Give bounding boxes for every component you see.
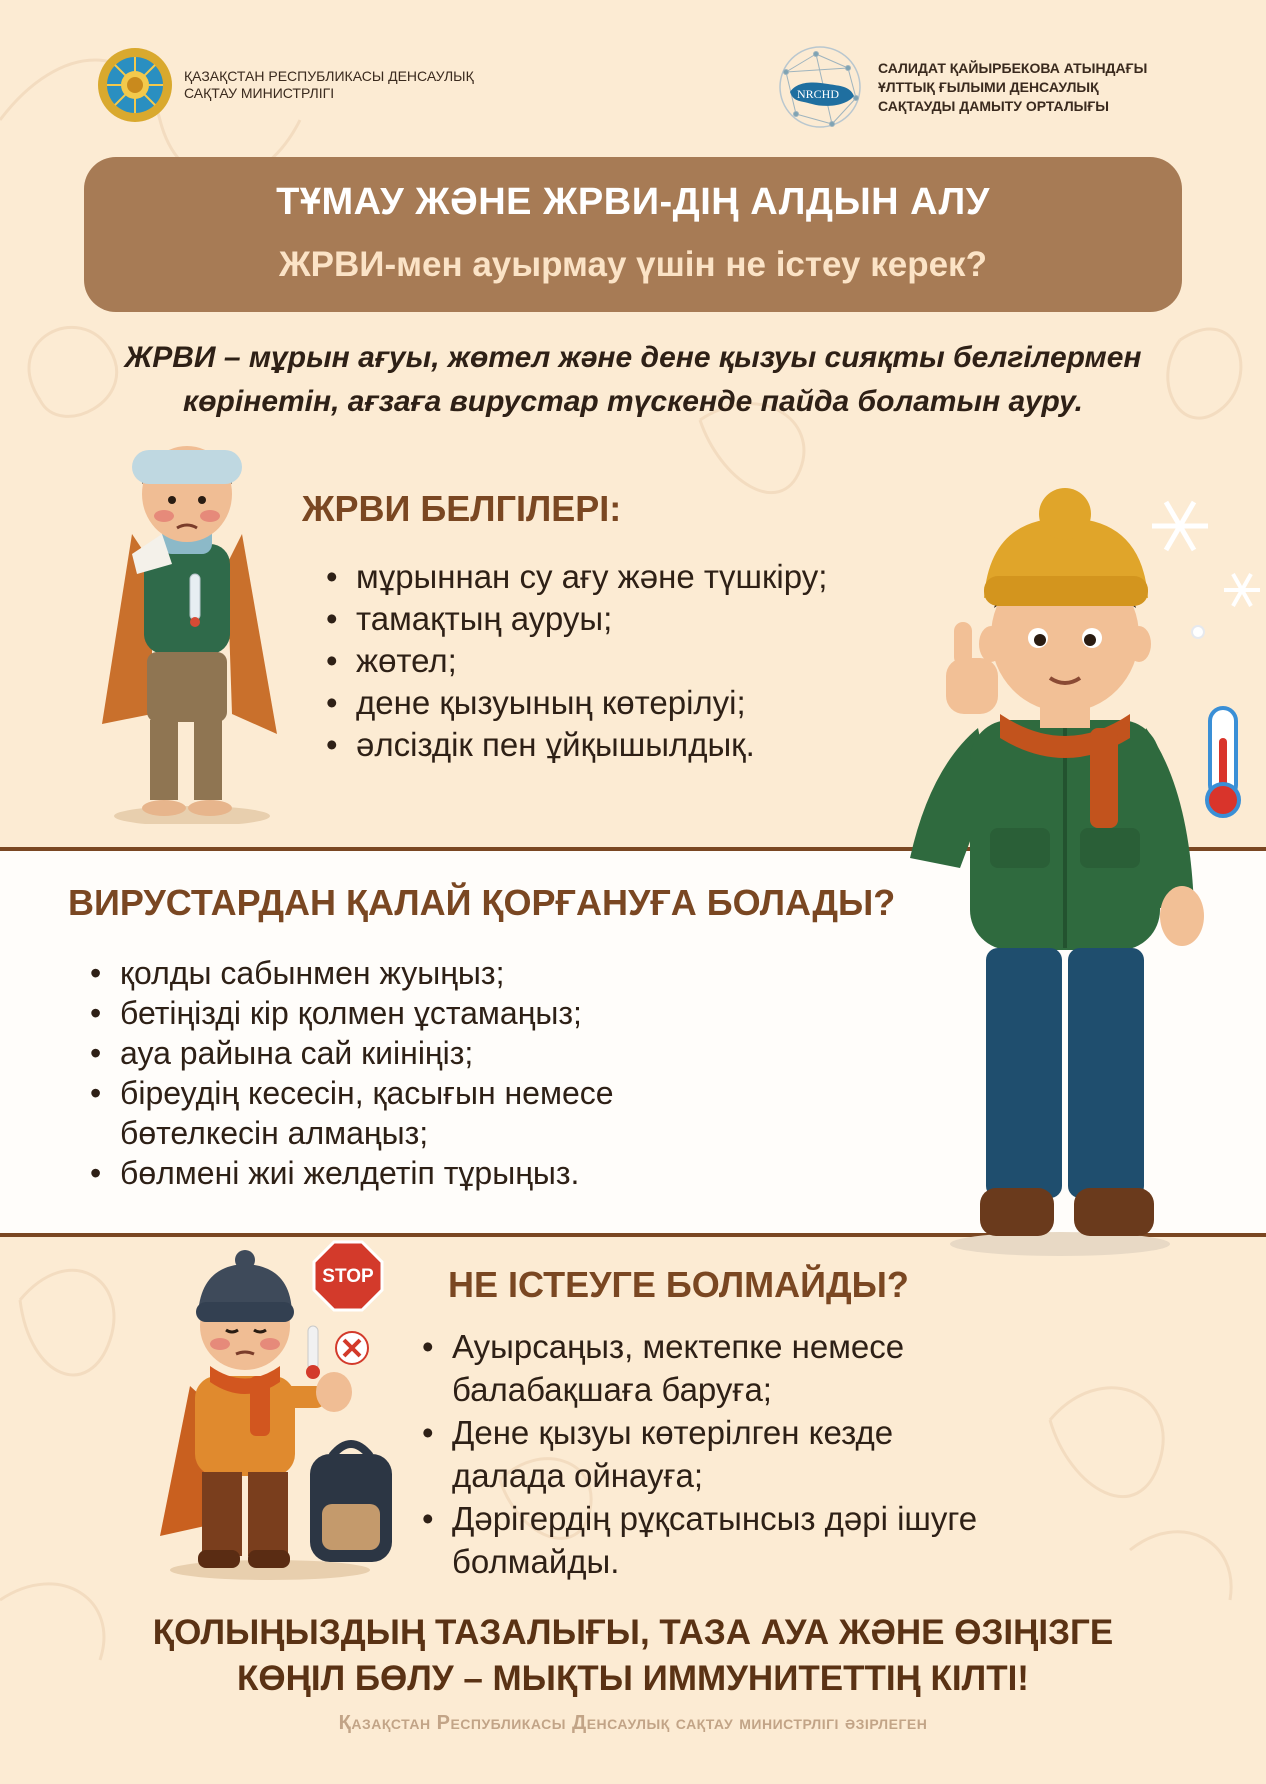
- kazakhstan-emblem-icon: [96, 46, 174, 124]
- closing-line-2: КӨҢІЛ БӨЛУ – МЫҚТЫ ИММУНИТЕТТІҢ КІЛТІ!: [237, 1659, 1029, 1698]
- cancel-icon: [336, 1332, 368, 1364]
- list-item: • дене қызуының көтерілуі;: [322, 682, 827, 724]
- title-banner: [84, 157, 1182, 312]
- ministry-name-line-1: ҚАЗАҚСТАН РЕСПУБЛИКАСЫ ДЕНСАУЛЫҚ: [184, 68, 474, 84]
- protect-list: [86, 953, 786, 1193]
- thermometer-icon: [306, 1326, 320, 1379]
- definition-text: [100, 336, 1166, 424]
- symptoms-list: [322, 556, 827, 766]
- healthy-child-illustration: [890, 488, 1260, 1258]
- ministry-name-line-2: САҚТАУ МИНИСТРЛІГІ: [184, 85, 335, 101]
- list-item: • тамақтың ауруы;: [322, 598, 827, 640]
- list-item: • мұрыннан су ағу және түшкіру;: [322, 556, 827, 598]
- definition-line-1: ЖРВИ – мұрын ағуы, жөтел және дене қызуы сияқты белгілермен: [124, 341, 1142, 374]
- center-name-line-2: ҰЛТТЫҚ ҒЫЛЫМИ ДЕНСАУЛЫҚ: [878, 78, 1099, 95]
- dont-heading: НЕ ІСТЕУГЕ БОЛМАЙДЫ?: [448, 1264, 909, 1305]
- stop-sign-icon: [314, 1242, 382, 1310]
- list-item: • бетіңізді кір қолмен ұстамаңыз;: [86, 993, 786, 1033]
- stay-home-illustration: [150, 1236, 400, 1586]
- list-item: • қолды сабынмен жуыңыз;: [86, 953, 786, 993]
- list-item: • Дәрігердің рұқсатынсыз дәрі ішуге болмайды.: [418, 1497, 978, 1583]
- list-item: • Дене қызуы көтерілген кезде далада ойнауға;: [418, 1411, 978, 1497]
- list-item: • Ауырсаңыз, мектепке немесе балабақшаға баруға;: [418, 1325, 978, 1411]
- definition-line-2: көрінетін, ағзаға вирустар түскенде пайда болатын ауру.: [183, 385, 1083, 418]
- center-name-line-1: САЛИДАТ ҚАЙЫРБЕКОВА АТЫНДАҒЫ: [878, 59, 1148, 76]
- list-item: • жөтел;: [322, 640, 827, 682]
- closing-line-1: ҚОЛЫҢЫЗДЫҢ ТАЗАЛЫҒЫ, ТАЗА АУА ЖӘНЕ ӨЗІҢІЗГЕ: [152, 1613, 1114, 1652]
- thermometer-icon: [1207, 708, 1239, 816]
- protect-heading: ВИРУСТАРДАН ҚАЛАЙ ҚОРҒАНУҒА БОЛАДЫ?: [68, 882, 896, 923]
- backpack-icon: [310, 1444, 392, 1562]
- svg-text:NRCHD: NRCHD: [796, 87, 840, 101]
- symptoms-heading: ЖРВИ БЕЛГІЛЕРІ:: [302, 488, 622, 529]
- page-title: ТҰМАУ ЖӘНЕ ЖРВИ-ДІҢ АЛДЫН АЛУ: [276, 181, 990, 223]
- footer-credit: Қазақстан Республикасы Денсаулық сақтау министрлігі әзірлеген: [338, 1712, 928, 1734]
- list-item: • біреудің кесесін, қасығын немесе бөтелкесін алмаңыз;: [86, 1073, 720, 1153]
- center-header: [776, 42, 1147, 132]
- svg-text:STOP: STOP: [322, 1266, 374, 1287]
- center-name-line-3: САҚТАУДЫ ДАМЫТУ ОРТАЛЫҒЫ: [878, 97, 1109, 114]
- page-subtitle: ЖРВИ-мен ауырмау үшін не істеу керек?: [279, 245, 987, 284]
- dont-list: [418, 1325, 978, 1583]
- snowflake-icon: [1152, 502, 1260, 638]
- list-item: • әлсіздік пен ұйқышылдық.: [322, 724, 827, 766]
- list-item: • ауа райына сай киініңіз;: [86, 1033, 786, 1073]
- sick-child-illustration: [92, 424, 282, 824]
- list-item: • бөлмені жиі желдетіп тұрыңыз.: [86, 1153, 786, 1193]
- ministry-header: [96, 46, 474, 124]
- closing-message: [60, 1610, 1206, 1702]
- nrchd-logo-icon: [776, 42, 864, 132]
